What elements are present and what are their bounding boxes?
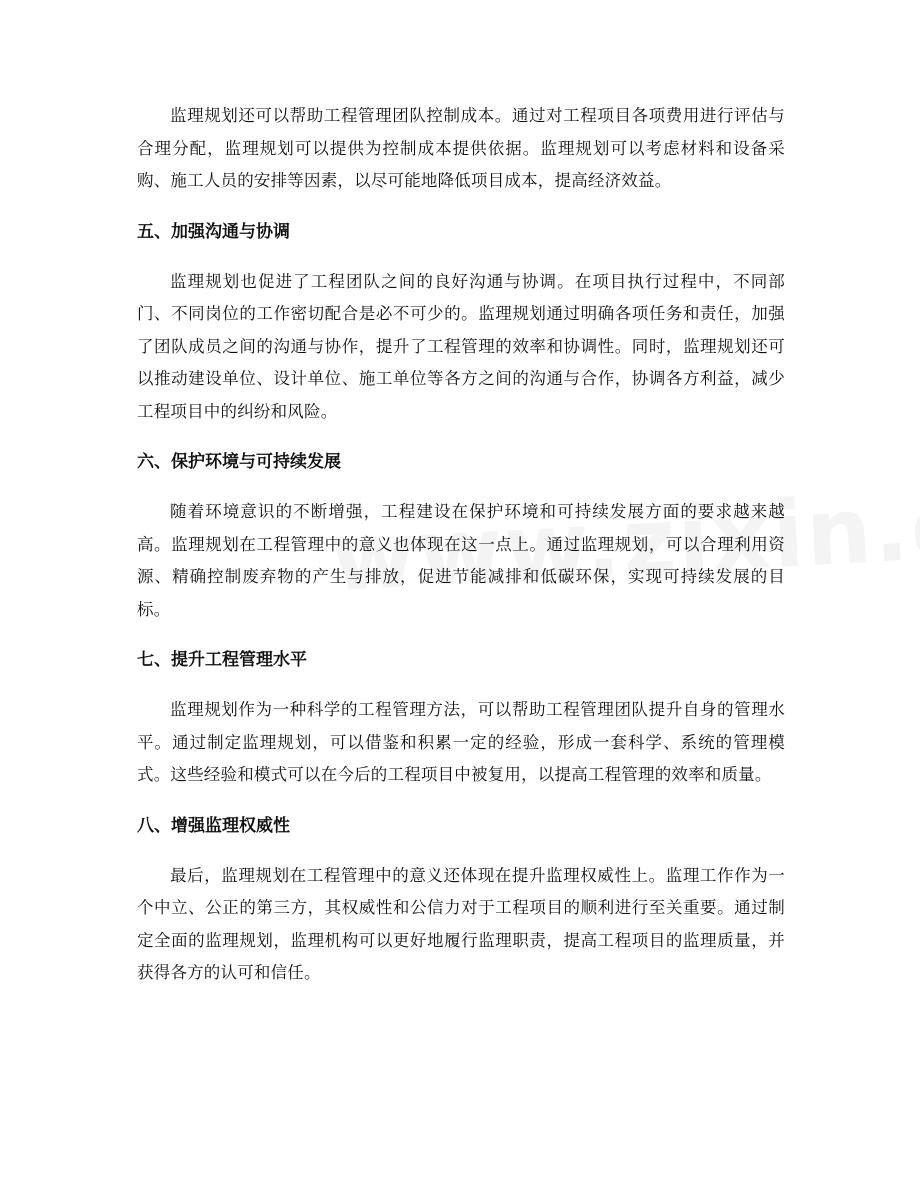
section-7 — [137, 648, 785, 792]
section-6 — [137, 450, 785, 626]
section-paragraph: 监理规划作为一种科学的工程管理方法，可以帮助工程管理团队提升自身的管理水平。通过制定监理规划，可以借鉴和积累一定的经验，形成一套科学、系统的管理模式。这些经验和模式可以在今后的工程项目中被复用，以提高工程管理的效率和质量。 — [137, 700, 785, 784]
section-paragraph: 最后，监理规划在工程管理中的意义还体现在提升监理权威性上。监理工作作为一个中立、公正的第三方，其权威性和公信力对于工程项目的顺利进行至关重要。通过制定全面的监理规划，监理机构可以更好地履行监理职责，提高工程项目的监理质量，并获得各方的认可和信任。 — [137, 865, 785, 982]
section-heading: 六、保护环境与可持续发展 — [137, 452, 341, 472]
intro-paragraph: 监理规划还可以帮助工程管理团队控制成本。通过对工程项目各项费用进行评估与合理分配，监理规划可以提供为控制成本提供依据。监理规划可以考虑材料和设备采购、施工人员的安排等因素，以尽可能地降低项目成本，提高经济效益。 — [137, 106, 785, 190]
section-paragraph: 随着环境意识的不断增强，工程建设在保护环境和可持续发展方面的要求越来越高。监理规划在工程管理中的意义也体现在这一点上。通过监理规划，可以合理利用资源、精确控制废弃物的产生与排放，促进节能减排和低碳环保，实现可持续发展的目标。 — [137, 502, 785, 619]
section-heading: 五、加强沟通与协调 — [137, 221, 290, 242]
section-5 — [137, 220, 785, 429]
document-body — [137, 100, 785, 990]
section-8 — [137, 814, 785, 990]
section-heading: 八、增强监理权威性 — [137, 815, 290, 836]
section-paragraph: 监理规划也促进了工程团队之间的良好沟通与协调。在项目执行过程中，不同部门、不同岗位的工作密切配合是必不可少的。监理规划通过明确各项任务和责任，加强了团队成员之间的沟通与协作，提升了工程管理的效率和协调性。同时，监理规划还可以推动建设单位、设计单位、施工单位等各方之间的沟通与合作，协调各方利益，减少工程项目中的纠纷和风险。 — [137, 271, 785, 421]
section-heading: 七、提升工程管理水平 — [137, 650, 307, 670]
